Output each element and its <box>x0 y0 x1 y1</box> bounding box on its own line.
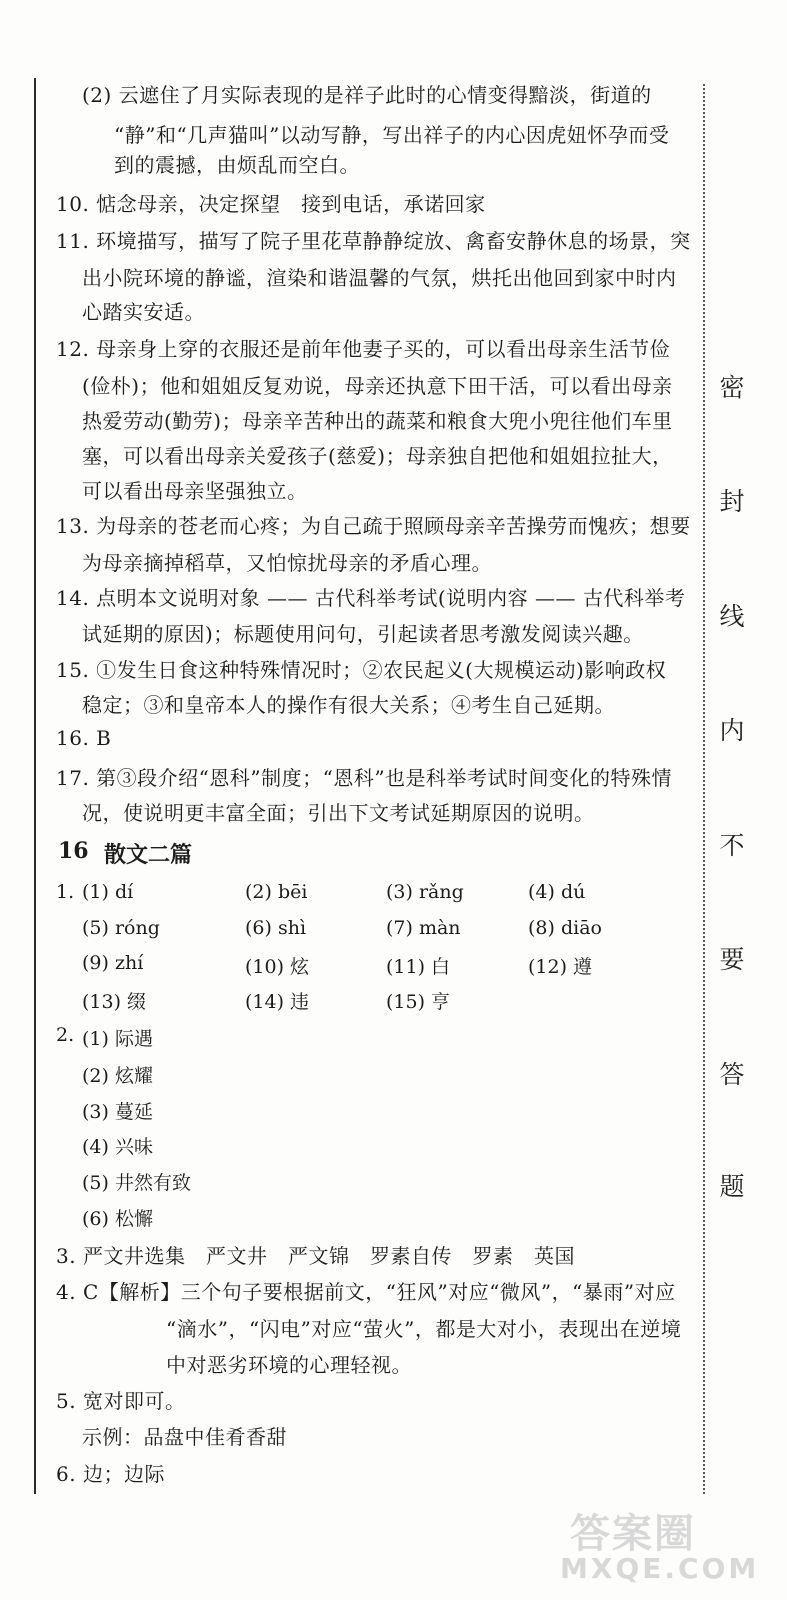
section-title: 散文二篇 <box>104 842 193 868</box>
q1-item: (11) 白 <box>386 956 451 978</box>
q4-line: “滴水”，“闪电”对应“萤火”，都是大对小，表现出在逆境 <box>166 1317 682 1341</box>
q1-item: (6) shì <box>245 917 307 939</box>
answer-line: 13. 为母亲的苍老而心疼；为自己疏于照顾母亲辛苦操劳而愧疚；想要 <box>56 514 691 538</box>
seal-char-7: 答 <box>719 1060 745 1089</box>
q1-item: (7) màn <box>386 917 461 939</box>
answer-line: 到的震撼，由烦乱而空白。 <box>114 153 360 177</box>
q2-item: (3) 蔓延 <box>82 1101 153 1123</box>
q1-item: (14) 违 <box>245 991 310 1013</box>
q1-item: (10) 炫 <box>245 956 310 978</box>
seal-dotted-line <box>703 84 705 1494</box>
answer-line: (2) 云遮住了月实际表现的是祥子此时的心情变得黯淡，街道的 <box>82 83 652 107</box>
question-number: 2. <box>56 1024 75 1046</box>
answer-line: 况，使说明更丰富全面；引出下文考试延期原因的说明。 <box>82 801 595 825</box>
seal-char-5: 不 <box>719 831 745 860</box>
seal-char-4: 内 <box>719 716 745 745</box>
q2-item: (4) 兴味 <box>82 1136 153 1158</box>
q6-answer: 6. 边；边际 <box>56 1462 165 1486</box>
seal-char-8: 题 <box>719 1172 745 1201</box>
q5-line: 5. 宽对即可。 <box>56 1389 186 1413</box>
watermark-logo <box>560 1502 760 1592</box>
answer-line: 11. 环境描写，描写了院子里花草静静绽放、禽畜安静休息的场景，突 <box>56 229 691 253</box>
q1-item: (2) bēi <box>245 881 308 903</box>
q2-item: (6) 松懈 <box>82 1208 153 1230</box>
q1-item: (3) rǎng <box>386 881 464 903</box>
answer-line: 试延期的原因)；标题使用问句，引起读者思考激发阅读兴趣。 <box>82 622 644 646</box>
q2-item: (1) 际遇 <box>82 1028 153 1050</box>
q2-item: (2) 炫耀 <box>82 1065 153 1087</box>
seal-char-2: 封 <box>719 487 745 516</box>
answer-line: “静”和“几声猫叫”以动写静，写出祥子的内心因虎妞怀孕而受 <box>114 123 670 147</box>
section-number: 16 <box>58 838 89 864</box>
q1-item: (8) diāo <box>528 917 602 939</box>
q1-item: (9) zhí <box>82 952 144 974</box>
answer-line: 15. ①发生日食这种特殊情况时；②农民起义(大规模运动)影响政权 <box>56 658 667 682</box>
answer-line: (俭朴)；他和姐姐反复劝说，母亲还执意下田干活，可以看出母亲 <box>82 374 673 398</box>
answer-line: 出小院环境的静谧，渲染和谐温馨的气氛，烘托出他回到家中时内 <box>82 266 677 290</box>
answer-line: 16. B <box>56 726 112 750</box>
q1-item: (12) 遵 <box>528 956 593 978</box>
answer-line: 可以看出母亲坚强独立。 <box>82 479 308 503</box>
left-margin-rule <box>34 78 36 1494</box>
q3-answer: 3. 严文井选集 严文井 严文锦 罗素自传 罗素 英国 <box>56 1244 575 1268</box>
answer-line: 10. 惦念母亲，决定探望 接到电话，承诺回家 <box>56 192 486 216</box>
answer-line: 为母亲摘掉稻草，又怕惊扰母亲的矛盾心理。 <box>82 551 492 575</box>
q1-item: (5) róng <box>82 917 160 939</box>
q5-example: 示例：品盘中佳肴香甜 <box>82 1425 287 1449</box>
seal-char-1: 密 <box>719 373 745 402</box>
q1-item: (15) 亨 <box>386 991 451 1013</box>
q1-item: (13) 缀 <box>82 991 147 1013</box>
answer-line: 稳定；③和皇帝本人的操作有很大关系；④考生自己延期。 <box>82 693 615 717</box>
watermark-url: MXQE.COM <box>560 1552 760 1585</box>
q1-item: (4) dú <box>528 881 586 903</box>
seal-char-6: 要 <box>719 945 745 974</box>
answer-line: 心踏实安适。 <box>82 300 205 324</box>
question-number: 1. <box>56 881 75 903</box>
answer-line: 热爱劳动(勤劳)；母亲辛苦种出的蔬菜和粮食大兜小兜往他们车里 <box>82 409 673 433</box>
seal-char-3: 线 <box>719 602 745 631</box>
answer-line: 14. 点明本文说明对象 —— 古代科举考试(说明内容 —— 古代科举考 <box>56 586 686 610</box>
watermark-text: 答案圈 <box>570 1511 696 1557</box>
q2-item: (5) 井然有致 <box>82 1172 191 1194</box>
answer-line: 17. 第③段介绍“恩科”制度；“恩科”也是科举考试时间变化的特殊情 <box>56 766 673 790</box>
answer-line: 12. 母亲身上穿的衣服还是前年他妻子买的，可以看出母亲生活节俭 <box>56 337 671 361</box>
q4-line: 4. C【解析】三个句子要根据前文，“狂风”对应“微风”，“暴雨”对应 <box>56 1280 676 1304</box>
q4-line: 中对恶劣环境的心理轻视。 <box>166 1353 412 1377</box>
q1-item: (1) dí <box>82 881 134 903</box>
answer-line: 塞，可以看出母亲关爱孩子(慈爱)；母亲独自把他和姐姐拉扯大， <box>82 444 673 468</box>
